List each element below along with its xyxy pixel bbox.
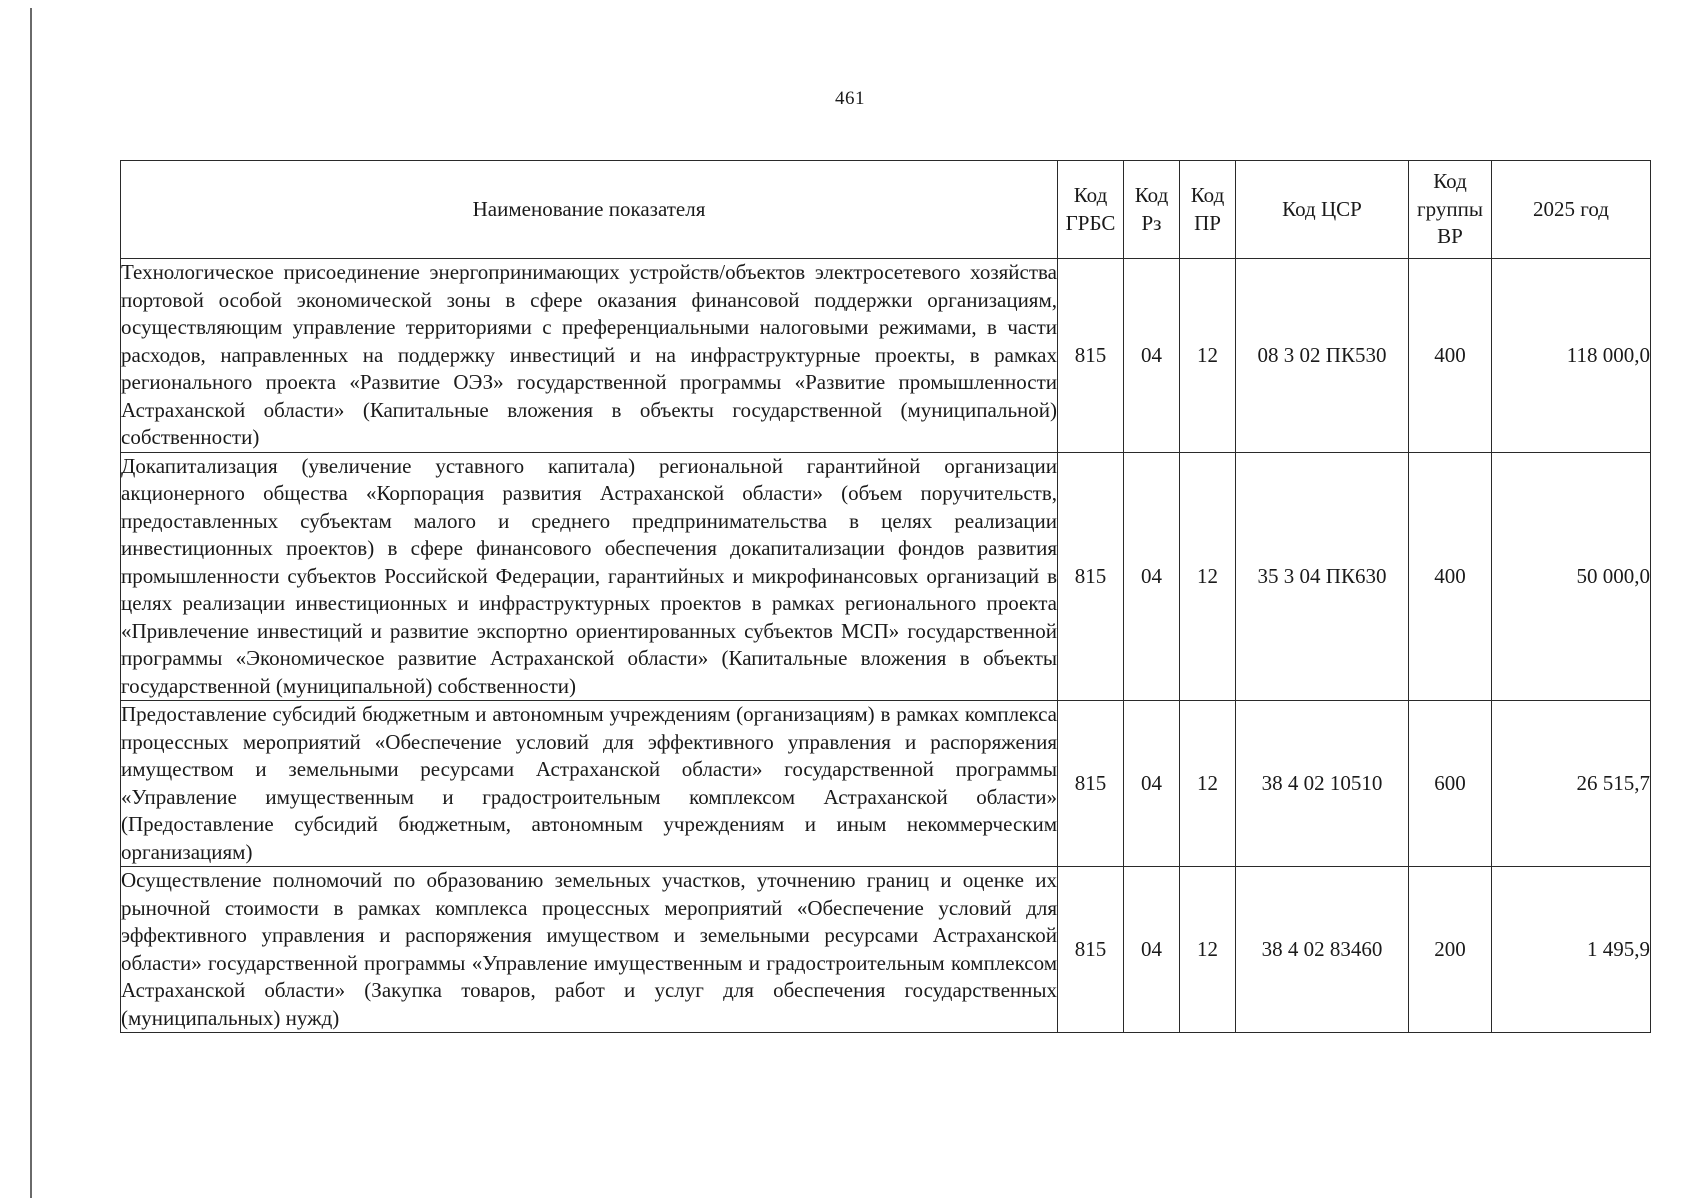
row-pr: 12 (1180, 701, 1236, 867)
header-name: Наименование показателя (121, 161, 1058, 259)
row-rz: 04 (1124, 452, 1180, 701)
table-row (121, 867, 1651, 1033)
row-pr: 12 (1180, 867, 1236, 1033)
table-row (121, 452, 1651, 701)
row-vr: 400 (1409, 452, 1492, 701)
row-vr: 200 (1409, 867, 1492, 1033)
page-binding-line (30, 8, 32, 1198)
page-number: 461 (835, 88, 865, 109)
row-amount: 26 515,7 (1492, 701, 1651, 867)
row-grbs: 815 (1058, 867, 1124, 1033)
row-amount: 1 495,9 (1492, 867, 1651, 1033)
row-pr: 12 (1180, 452, 1236, 701)
header-csr: Код ЦСР (1236, 161, 1409, 259)
row-name: Докапитализация (увеличение уставного капитала) региональной гарантийной организации акционерного общества «Корпорация развития Астраханской области» (объем поручительств, предоставленных субъектам малого и среднего предпринимательства в целях реализации инвестиционных проектов) в сфере финансового обеспечения докапитализации фондов развития промышленности субъектов Российской Федерации, гарантийных и микрофинансовых организаций в целях реализации инвестиционных и инфраструктурных проектов в рамках регионального проекта «Привлечение инвестиций и развитие экспортно ориентированных субъектов МСП» государственной программы «Экономическое развитие Астраханской области» (Капитальные вложения в объекты государственной (муниципальной) собственности) (121, 452, 1058, 701)
table-header-row (121, 161, 1651, 259)
row-grbs: 815 (1058, 259, 1124, 453)
row-name: Технологическое присоединение энергопринимающих устройств/объектов электросетевого хозяйства портовой особой экономической зоны в сфере оказания финансовой поддержки организациям, осуществляющим управление территориями с преференциальными налоговыми режимами, в части расходов, направленных на поддержку инвестиций и на инфраструктурные проекты, в рамках регионального проекта «Развитие ОЭЗ» государственной программы «Развитие промышленности Астраханской области» (Капитальные вложения в объекты государственной (муниципальной) собственности) (121, 259, 1058, 453)
header-grbs: Код ГРБС (1058, 161, 1124, 259)
row-pr: 12 (1180, 259, 1236, 453)
row-csr: 08 3 02 ПК530 (1236, 259, 1409, 453)
header-vr: Код группы ВР (1409, 161, 1492, 259)
row-name: Осуществление полномочий по образованию земельных участков, уточнению границ и оценке их рыночной стоимости в рамках комплекса процессных мероприятий «Обеспечение условий для эффективного управления и распоряжения имуществом и земельными ресурсами Астраханской области» государственной программы «Управление имущественным и градостроительным комплексом Астраханской области» (Закупка товаров, работ и услуг для обеспечения государственных (муниципальных) нужд) (121, 867, 1058, 1033)
header-rz: Код Рз (1124, 161, 1180, 259)
row-csr: 38 4 02 10510 (1236, 701, 1409, 867)
row-name: Предоставление субсидий бюджетным и автономным учреждениям (организациям) в рамках комплекса процессных мероприятий «Обеспечение условий для эффективного управления и распоряжения имуществом и земельными ресурсами Астраханской области» государственной программы «Управление имущественным и градостроительным комплексом Астраханской области» (Предоставление субсидий бюджетным, автономным учреждениям и иным некоммерческим организациям) (121, 701, 1058, 867)
budget-table (120, 160, 1651, 1033)
row-csr: 38 4 02 83460 (1236, 867, 1409, 1033)
row-vr: 400 (1409, 259, 1492, 453)
header-year: 2025 год (1492, 161, 1651, 259)
row-rz: 04 (1124, 259, 1180, 453)
row-amount: 50 000,0 (1492, 452, 1651, 701)
row-grbs: 815 (1058, 452, 1124, 701)
row-rz: 04 (1124, 867, 1180, 1033)
row-vr: 600 (1409, 701, 1492, 867)
row-csr: 35 3 04 ПК630 (1236, 452, 1409, 701)
row-amount: 118 000,0 (1492, 259, 1651, 453)
row-rz: 04 (1124, 701, 1180, 867)
header-pr: Код ПР (1180, 161, 1236, 259)
row-grbs: 815 (1058, 701, 1124, 867)
table-row (121, 259, 1651, 453)
table-row (121, 701, 1651, 867)
